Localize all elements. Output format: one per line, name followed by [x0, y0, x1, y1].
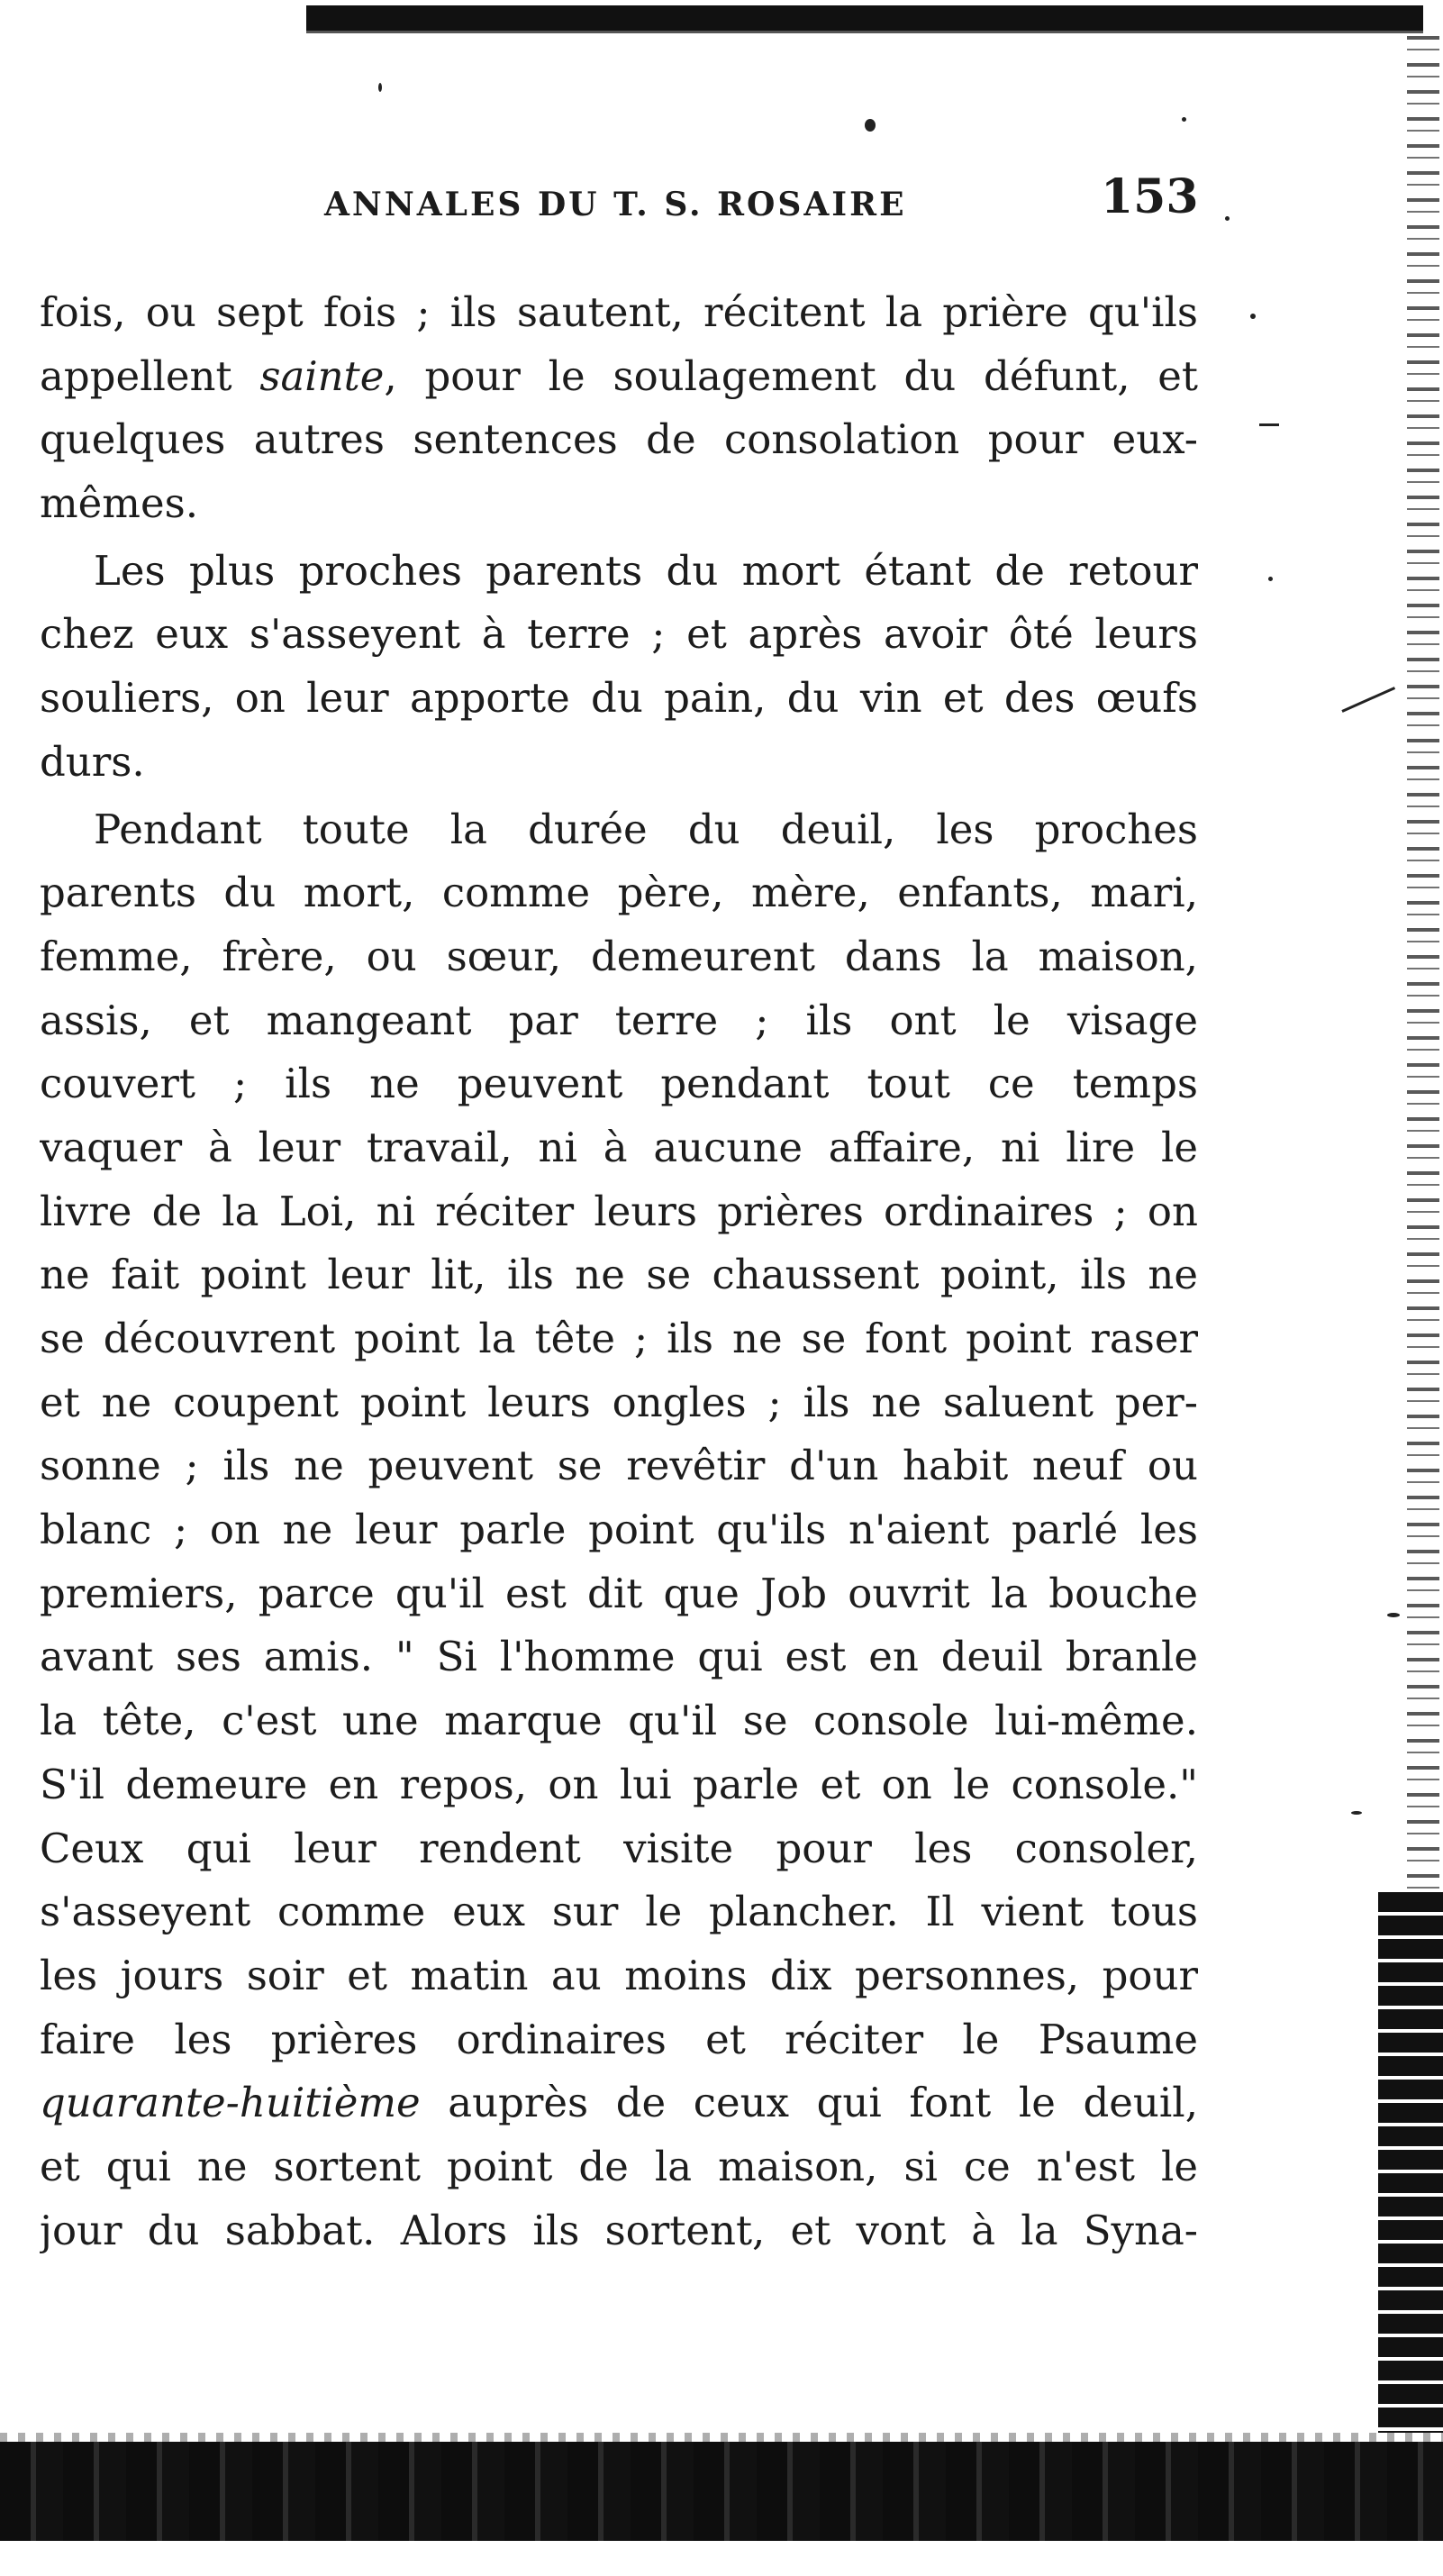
text-line: blanc ; on ne leur parle point qu'ils n'aient parlé les	[40, 1506, 1198, 1554]
text-line: durs.	[40, 737, 145, 786]
scan-bottom-border	[0, 2442, 1443, 2541]
text-line: et ne coupent point leurs ongles ; ils ne saluent per-	[40, 1378, 1198, 1426]
scan-speck	[1387, 1613, 1400, 1617]
text-line: les jours soir et matin au moins dix personnes, pour	[40, 1951, 1198, 1999]
text-line: femme, frère, ou sœur, demeurent dans la maison,	[40, 932, 1198, 980]
scan-speck	[1182, 117, 1186, 122]
text-line: S'il demeure en repos, on lui parle et on le console."	[40, 1760, 1198, 1808]
scan-speck	[1225, 216, 1230, 221]
text-line: avant ses amis. " Si l'homme qui est en deuil branle	[40, 1633, 1198, 1681]
scan-stroke	[1341, 687, 1395, 713]
scan-speck	[378, 83, 382, 92]
text-line: mêmes.	[40, 479, 199, 528]
page-number: 153	[1101, 169, 1199, 224]
text-line: vaquer à leur travail, ni à aucune affaire, ni lire le	[40, 1123, 1198, 1171]
body-text	[40, 281, 1198, 2262]
scan-speck	[1250, 314, 1256, 319]
scan-speck	[1351, 1811, 1362, 1815]
text-line: fois, ou sept fois ; ils sautent, récitent la prière qu'ils	[40, 288, 1198, 336]
scan-top-border	[306, 5, 1423, 31]
paragraph	[40, 540, 1198, 795]
scan-speck	[1268, 577, 1273, 581]
running-title: ANNALES DU T. S. ROSAIRE	[324, 186, 907, 223]
text-line: premiers, parce qu'il est dit que Job ouvrit la bouche	[40, 1569, 1198, 1617]
text-line: Ceux qui leur rendent visite pour les consoler,	[40, 1824, 1198, 1872]
text-line: sonne ; ils ne peuvent se revêtir d'un habit neuf ou	[40, 1442, 1198, 1490]
text-line: souliers, on leur apporte du pain, du vin et des œufs	[40, 674, 1198, 723]
text-line: appellent sainte, pour le soulagement du défunt, et	[40, 351, 1198, 400]
text-line: Les plus proches parents du mort étant de retour	[94, 546, 1198, 595]
paragraph	[40, 281, 1198, 536]
text-line: chez eux s'asseyent à terre ; et après avoir ôté leurs	[40, 610, 1198, 659]
text-line: couvert ; ils ne peuvent pendant tout ce temps	[40, 1060, 1198, 1108]
text-line: la tête, c'est une marque qu'il se console lui-même.	[40, 1697, 1198, 1745]
scan-top-border-thin	[306, 31, 1423, 33]
text-line: quarante-huitième auprès de ceux qui font le deuil,	[40, 2079, 1198, 2127]
scan-bottom-edge	[0, 2433, 1443, 2442]
text-line: jour du sabbat. Alors ils sortent, et vont à la Syna-	[40, 2206, 1198, 2254]
text-line: livre de la Loi, ni réciter leurs prières ordinaires ; on	[40, 1187, 1198, 1235]
paragraph	[40, 798, 1198, 2263]
text-line: faire les prières ordinaires et réciter le Psaume	[40, 2015, 1198, 2063]
text-line: quelques autres sentences de consolation pour eux-	[40, 415, 1198, 464]
text-line: s'asseyent comme eux sur le plancher. Il vient tous	[40, 1888, 1198, 1936]
text-line: parents du mort, comme père, mère, enfants, mari,	[40, 869, 1198, 917]
text-line: ne fait point leur lit, ils ne se chaussent point, ils ne	[40, 1251, 1198, 1299]
scan-stroke	[1259, 423, 1279, 426]
text-line: assis, et mangeant par terre ; ils ont le visage	[40, 996, 1198, 1044]
scan-speck	[865, 119, 876, 132]
text-line: et qui ne sortent point de la maison, si ce n'est le	[40, 2142, 1198, 2190]
text-line: se découvrent point la tête ; ils ne se font point raser	[40, 1315, 1198, 1362]
text-line: Pendant toute la durée du deuil, les proches	[94, 805, 1198, 853]
scan-right-edge-dark	[1378, 1892, 1443, 2433]
